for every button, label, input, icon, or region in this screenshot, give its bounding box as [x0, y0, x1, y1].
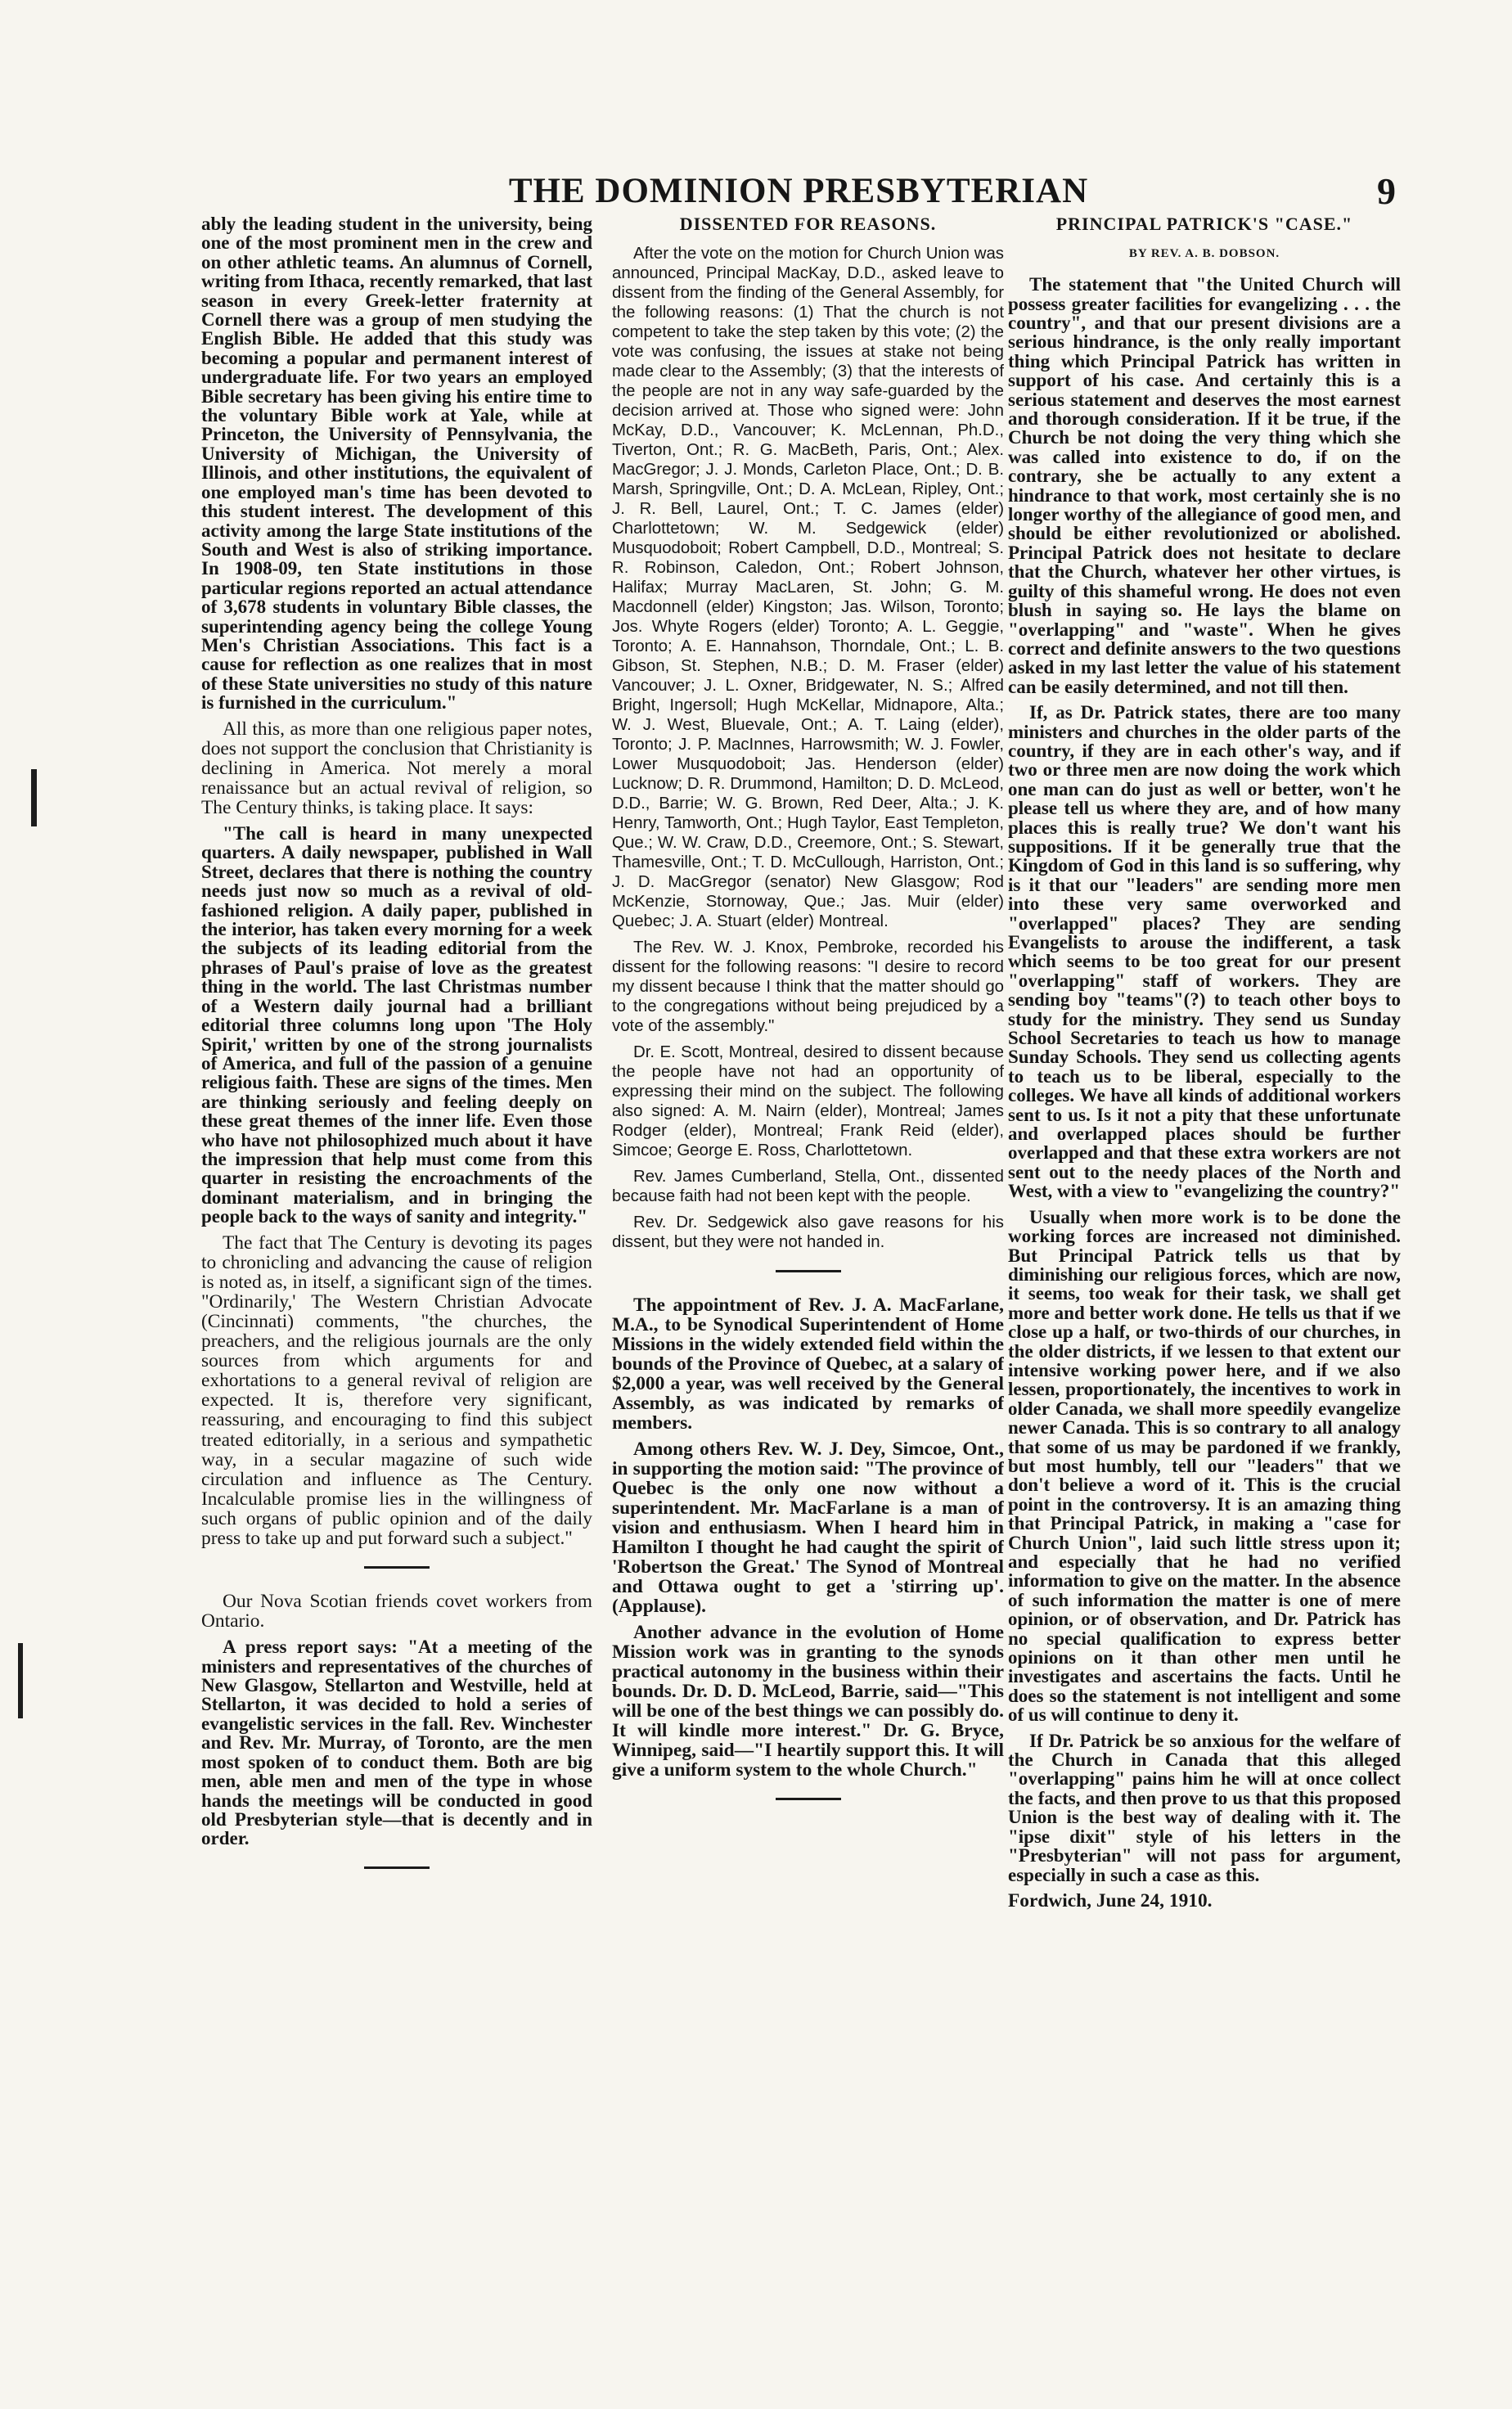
- page-header: [193, 169, 1404, 218]
- article-paragraph: All this, as more than one religious paper notes, does not support the conclusion that Christianity is declining in America. Not merely a moral renaissance but an actual revival of religion, so The Century thinks, is taking place. It says:: [201, 718, 592, 818]
- article-paragraph: Rev. James Cumberland, Stella, Ont., dissented because faith had not been kept with the people.: [612, 1168, 1004, 1205]
- article-byline: BY REV. A. B. DOBSON.: [1128, 247, 1280, 261]
- article-paragraph: The fact that The Century is devoting its pages to chronicling and advancing the cause of religion is noted as, in itself, a significant sign of the times. "Ordinarily,' The Western Christian Advocate (Cincinnati) comments, "the churches, the preachers, and the religious journals are the only sources from which arguments for and exhortations to a general revival of religion are expected. It is, therefore very significant, reassuring, and encouraging to find this subject treated editorially, in a serious and sympathetic way, in a secular magazine of such wide circulation and influence as The Century. Incalculable promise lies in the willingness of such organs of public opinion and of the daily press to take up and put forward such a subject.": [201, 1232, 592, 1549]
- article-title: PRINCIPAL PATRICK'S "CASE.": [1055, 214, 1353, 234]
- article-title: DISSENTED FOR REASONS.: [679, 214, 937, 234]
- article-paragraph: Usually when more work is to be done the working forces are increased not diminished. But Principal Patrick tells us that by diminishing our religious forces, which are now, it seems, too weak for their task, we shall get more and better work done. He tells us that if we close up a half, or two-thirds of our churches, in the older districts, if we lessen to that extent our intensive working power here, and if we also lessen, proportionately, the incentives to work in older Canada, we shall more speedily evangelize newer Canada. This is so contrary to all analogy that some of us may be pardoned if we frankly, but most humbly, tell our "leaders" that we don't believe a word of it. This is the crucial point in the controversy. It is an amazing thing that Principal Patrick, in making a "case for Church Union", laid such little stress upon it; and especially that he had no verified information to give on the matter. In the absence of such information the matter is one of mere opinion, or of observation, and Dr. Patrick has no special qualification to express better opinions on it than other men until he investigates and ascertains the facts. Until he does so the statement is not intelligent and some of us will continue to deny it.: [1008, 1206, 1401, 1726]
- masthead-title: THE DOMINION PRESBYTERIAN: [508, 172, 1089, 210]
- article-paragraph: A press report says: "At a meeting of the ministers and representatives of the churches of New Glasgow, Stellarton and Westville, held at Stellarton, it was decided to hold a series of evangelistic services in the fall. Rev. Winchester and Rev. Mr. Murray, of Toronto, are the men most spoken of to conduct them. Both are big men, able men and men of the type in whose hands the meetings will be conducted in good old Presbyterian style—that is decently and in order.: [201, 1637, 592, 1849]
- article-paragraph: After the vote on the motion for Church Union was announced, Principal MacKay, D.D., asked leave to dissent from the finding of the General Assembly, for the following reasons: (1) That the church is not competent to take the step taken by this vote; (2) the vote was confusing, the issues at stake not being made clear to the Assembly; (3) that the interests of the people are not in any way safe-guarded by the decision arrived at. Those who signed were: John McKay, D.D., Vancouver; K. McLennan, Ph.D., Tiverton, Ont.; R. G. MacBeth, Paris, Ont.; Alex. MacGregor; J. J. Monds, Carleton Place, Ont.; D. B. Marsh, Springville, Ont.; D. A. McLean, Ripley, Ont.; J. R. Bell, Laurel, Ont.; T. C. James (elder) Charlottetown; W. M. Sedgewick (elder) Musquodoboit; Robert Campbell, D.D., Montreal; S. R. Robinson, Caledon, Ont.; Robert Johnson, Halifax; Murray MacLaren, St. John; G. M. Macdonnell (elder) Kingston; Jas. Wilson, Toronto; Jos. Whyte Rogers (elder) Toronto; A. L. Geggie, Toronto; A. E. Hannahson, Thorndale, Ont.; L. B. Gibson, St. Stephen, N.B.; D. M. Fraser (elder) Vancouver; J. L. Oxner, Bridgewater, N. S.; Alfred Bright, Ingersoll; Hugh McKellar, Midnapore, Alta.; W. J. West, Bluevale, Ont.; A. T. Laing (elder), Toronto; J. P. MacInnes, Harrowsmith; W. J. Fowler, Lower Musquodoboit; Jas. Henderson (elder) Lucknow; D. R. Drummond, Hamilton; D. D. McLeod, D.D., Barrie; W. G. Brown, Red Deer, Alta.; J. K. Henry, Tamworth, Ont.; Hugh Taylor, East Templeton, Que.; W. W. Craw, D.D., Creemore, Ont.; S. Stewart, Thamesville, Ont.; T. D. McCullough, Harriston, Ont.; J. D. MacGregor (senator) New Glasgow; Rod McKenzie, Stornoway, Que.; Jas. Muir (elder) Quebec; J. A. Stuart (elder) Montreal.: [612, 245, 1004, 930]
- right-column: [1008, 214, 1401, 2342]
- article-paragraph: If Dr. Patrick be so anxious for the welfare of the Church in Canada that this alleged "overlapping" pains him he will at once collect the facts, and then prove to us that this proposed Union is the best way of dealing with it. The "ipse dixit" style of his letters in the "Presbyterian" will not pass for argument, especially in such a case as this.: [1008, 1730, 1401, 1885]
- article-paragraph: Dr. E. Scott, Montreal, desired to dissent because the people have not had an opportunity of expressing their mind on the subject. The following also signed: A. M. Nairn (elder), Montreal; James Rodger (elder), Montreal; Frank Reid (elder), Simcoe; George E. Ross, Charlottetown.: [612, 1043, 1004, 1159]
- article-paragraph: If, as Dr. Patrick states, there are too many ministers and churches in the older parts of the country, if they are in each other's way, and if two or three men are now doing the work which one man can do just as well or better, won't he please tell us where they are, and of how many places this is really true? We don't want his suppositions. If it be generally true that the Kingdom of God in this land is so suffering, why is it that our "leaders" are sending more men into these very same overworked and "overlapped" places? They are sending Evangelists to arouse the indifferent, a task which seems to be too great for our present "overlapping" staff of workers. They are sending boy "teams"(?) to teach other boys to study for the ministry. They send us Sunday School Secretaries to teach us how to manage Sunday Schools. They send us collecting agents to teach us to be liberal, especially to the colleges. We have all kinds of additional workers sent to us. Is it not a pity that these unfortunate and overlapped places should be further overlapped and that these extra workers are not sent out to the needy places of the North and West, with a view to "evangelizing the country?": [1008, 702, 1401, 1202]
- article-paragraph: Among others Rev. W. J. Dey, Simcoe, Ont., in supporting the motion said: "The province of Quebec is the only one now without a superintendent. Mr. MacFarlane is a man of vision and enthusiasm. When I heard him in Hamilton I thought he had caught the spirit of 'Robertson the Great.' The Synod of Montreal and Ottawa ought to get a 'stirring up'. (Applause).: [612, 1439, 1004, 1617]
- article-paragraph: Our Nova Scotian friends covet workers from Ontario.: [201, 1591, 592, 1632]
- article-paragraph: Another advance in the evolution of Home Mission work was in granting to the synods practical autonomy in the business within their bounds. Dr. D. D. McLeod, Barrie, said—"This will be one of the best things we can possibly do. It will kindle more interest." Dr. G. Bryce, Winnipeg, said—"I heartily support this. It will give a uniform system to the whole Church.": [612, 1622, 1004, 1781]
- article-signature: Fordwich, June 24, 1910.: [1008, 1889, 1213, 1911]
- section-divider: [776, 1270, 841, 1272]
- section-divider: [776, 1798, 841, 1800]
- article-paragraph: Rev. Dr. Sedgewick also gave reasons for his dissent, but they were not handed in.: [612, 1214, 1004, 1251]
- section-divider: [364, 1566, 430, 1569]
- article-paragraph: The Rev. W. J. Knox, Pembroke, recorded his dissent for the following reasons: "I desire to record my dissent because I think that the matter should go to the congregations without being prejudiced by a vote of the assembly.": [612, 939, 1004, 1035]
- article-paragraph: The appointment of Rev. J. A. MacFarlane, M.A., to be Synodical Superintendent of Home Missions in the widely extended field within the bounds of the Province of Quebec, at a salary of $2,000 a year, was well received by the General Assembly, as was indicated by remarks of members.: [612, 1295, 1004, 1434]
- left-column: [201, 214, 592, 2342]
- page-number: 9: [1377, 170, 1396, 212]
- margin-ink-mark: [31, 769, 37, 826]
- middle-column: [612, 214, 1004, 2342]
- section-divider: [364, 1866, 430, 1869]
- article-quote: "The call is heard in many unexpected quarters. A daily newspaper, published in Wall Street, declares that there is nothing the country needs just now so much as a revival of old-fashioned religion. A daily paper, published in the interior, has taken every morning for a week the subjects of its leading editorial from the phrases of Paul's praise of love as the greatest thing in the world. The last Christmas number of a Western daily journal had a brilliant editorial three columns long upon 'The Holy Spirit,' written by one of the strong journalists of America, and full of the passion of a genuine religious faith. These are signs of the times. Men are thinking seriously and feeling deeply on these great themes of the inner life. Even those who have not philosophized much about it have the impression that help must come from this quarter in resisting the encroachments of the dominant materialism, and in bringing the people back to the ways of sanity and integrity.": [201, 823, 592, 1227]
- article-paragraph: ably the leading student in the university, being one of the most prominent men in the crew and on other athletic teams. An alumnus of Cornell, writing from Ithaca, recently remarked, that last season in every Greek-letter fraternity at Cornell there was a group of men studying the English Bible. He added that this study was becoming a popular and permanent interest of undergraduate life. For two years an employed Bible secretary has been giving his entire time to the voluntary Bible work at Yale, while at Princeton, the University of Pennsylvania, the University of Michigan, the University of Illinois, and other institutions, the equivalent of one employed man's time has been devoted to this student interest. The development of this activity among the large State institutions of the South and West is also of striking importance. In 1908-09, ten State institutions in those particular regions reported an actual attendance of 3,678 students in voluntary Bible classes, the superintending agency being the college Young Men's Christian Associations. This fact is a cause for reflection as one realizes that in most of these State universities no study of this nature is furnished in the curriculum.": [201, 214, 592, 714]
- article-paragraph: The statement that "the United Church will possess greater facilities for evangelizing . . . the country", and that our present divisions are a serious hindrance, is the only really important thing which Principal Patrick has written in support of his case. And certainly this is a serious statement and deserves the most earnest and thorough consideration. If it be true, if the Church be not doing the very thing which she was called into existence to do, if on the contrary, she be actually to any extent a hindrance to that work, most certainly she is no longer worthy of the allegiance of good men, and should be either revolutionized or abolished. Principal Patrick does not hesitate to declare that the Church, whatever her other virtues, is guilty of this shameful wrong. He does not even blush in saying so. He lays the blame on "overlapping" and "waste". When he gives correct and definite answers to the two questions asked in my last letter the value of his statement can be easily determined, and not till then.: [1008, 274, 1401, 697]
- margin-ink-mark: [18, 1643, 23, 1718]
